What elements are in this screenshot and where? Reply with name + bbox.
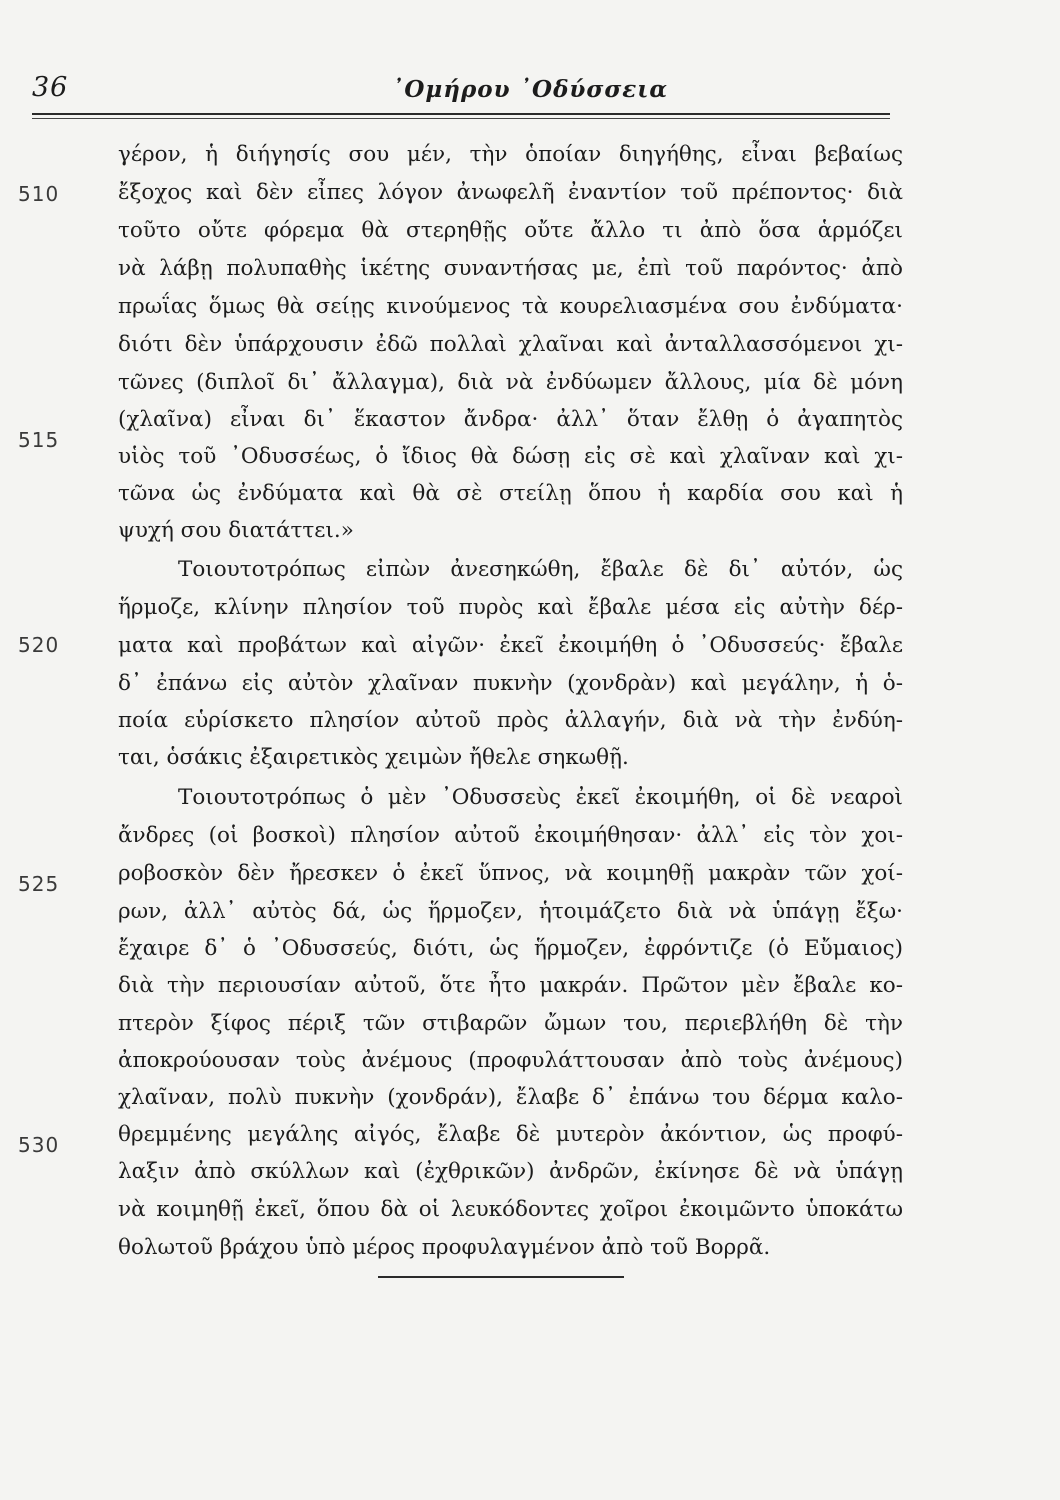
header-rule-thin — [32, 118, 890, 119]
text-line: Τοιουτοτρόπως ὁ μὲν ᾿Οδυσσεὺς ἐκεῖ ἐκοιμήθη, οἱ δὲ νεαροὶ — [178, 785, 903, 810]
text-line: διότι δὲν ὑπάρχουσιν ἐδῶ πολλαὶ χλαῖναι καὶ ἀνταλλασσόμενοι χι- — [118, 332, 903, 357]
text-line: ψυχή σου διατάττει.» — [118, 518, 354, 543]
text-line: διὰ τὴν περιουσίαν αὐτοῦ, ὅτε ἦτο μακράν. Πρῶτον μὲν ἔβαλε κο- — [118, 973, 903, 998]
text-line: (χλαῖνα) εἶναι δι᾿ ἕκαστον ἄνδρα· ἀλλ᾿ ὅταν ἔλθῃ ὁ ἀγαπητὸς — [118, 407, 903, 432]
text-line: πτερὸν ξίφος πέριξ τῶν στιβαρῶν ὤμων του, περιεβλήθη δὲ τὴν — [118, 1011, 903, 1036]
text-line: Τοιουτοτρόπως εἰπὼν ἀνεσηκώθη, ἔβαλε δὲ δι᾿ αὐτόν, ὡς — [178, 557, 903, 582]
text-line: υἱὸς τοῦ ᾿Οδυσσέως, ὁ ἴδιος θὰ δώσῃ εἰς σὲ καὶ χλαῖναν καὶ χι- — [118, 444, 903, 469]
page-number: 36 — [32, 72, 69, 103]
line-number-520: 520 — [18, 633, 60, 657]
text-line: ἀποκρούουσαν τοὺς ἀνέμους (προφυλάττουσαν ἀπὸ τοὺς ἀνέμους) — [118, 1048, 903, 1073]
text-line: ἔχαιρε δ᾿ ὁ ᾿Οδυσσεύς, διότι, ὡς ἥρμοζεν, ἐφρόντιζε (ὁ Εὔμαιος) — [118, 936, 903, 961]
text-line: ἄνδρες (οἱ βοσκοὶ) πλησίον αὐτοῦ ἐκοιμήθησαν· ἀλλ᾿ εἰς τὸν χοι- — [118, 823, 903, 848]
text-line: λαξιν ἀπὸ σκύλλων καὶ (ἐχθρικῶν) ἀνδρῶν, ἐκίνησε δὲ νὰ ὑπάγῃ — [118, 1159, 903, 1184]
line-number-530: 530 — [18, 1133, 60, 1157]
line-number-525: 525 — [18, 872, 60, 896]
text-line: τῶνες (διπλοῖ δι᾿ ἄλλαγμα), διὰ νὰ ἐνδύωμεν ἄλλους, μία δὲ μόνη — [118, 370, 903, 395]
text-line: ματα καὶ προβάτων καὶ αἰγῶν· ἐκεῖ ἐκοιμήθη ὁ ᾿Οδυσσεύς· ἔβαλε — [118, 633, 903, 658]
text-line: ποία εὑρίσκετο πλησίον αὐτοῦ πρὸς ἀλλαγήν, διὰ νὰ τὴν ἐνδύη- — [118, 708, 903, 733]
text-line: ἥρμοζε, κλίνην πλησίον τοῦ πυρὸς καὶ ἔβαλε μέσα εἰς αὐτὴν δέρ- — [118, 595, 903, 620]
header-rule — [32, 113, 890, 115]
text-line: ροβοσκὸν δὲν ἤρεσκεν ὁ ἐκεῖ ὕπνος, νὰ κοιμηθῇ μακρὰν τῶν χοί- — [118, 861, 903, 886]
text-line: τῶνα ὡς ἐνδύματα καὶ θὰ σὲ στείλῃ ὅπου ἡ καρδία σου καὶ ἡ — [118, 481, 903, 506]
text-line: νὰ λάβῃ πολυπαθὴς ἱκέτης συναντήσας με, ἐπὶ τοῦ παρόντος· ἀπὸ — [118, 256, 903, 281]
text-line: πρωΐας ὅμως θὰ σείῃς κινούμενος τὰ κουρελιασμένα σου ἐνδύματα· — [118, 294, 903, 319]
text-line: γέρον, ἡ διήγησίς σου μέν, τὴν ὁποίαν διηγήθης, εἶναι βεβαίως — [118, 142, 903, 167]
text-line: χλαῖναν, πολὺ πυκνὴν (χονδράν), ἔλαβε δ᾿ ἐπάνω του δέρμα καλο- — [118, 1085, 903, 1110]
line-number-515: 515 — [18, 428, 60, 452]
line-number-510: 510 — [18, 182, 60, 206]
end-rule — [378, 1276, 624, 1278]
text-line: θρεμμένης μεγάλης αἰγός, ἔλαβε δὲ μυτερὸν ἀκόντιον, ὡς προφύ- — [118, 1122, 903, 1147]
text-line: τοῦτο οὔτε φόρεμα θὰ στερηθῇς οὔτε ἄλλο τι ἀπὸ ὅσα ἁρμόζει — [118, 218, 903, 243]
running-title: ᾿Ομήρου ᾿Οδύσσεια — [391, 76, 669, 103]
text-line: δ᾿ ἐπάνω εἰς αὐτὸν χλαῖναν πυκνὴν (χονδρὰν) καὶ μεγάλην, ἡ ὁ- — [118, 671, 903, 696]
text-line: ται, ὁσάκις ἐξαιρετικὸς χειμὼν ἤθελε σηκωθῇ. — [118, 745, 629, 770]
text-line: θολωτοῦ βράχου ὑπὸ μέρος προφυλαγμένον ἀπὸ τοῦ Βορρᾶ. — [118, 1235, 771, 1260]
text-line: ἔξοχος καὶ δὲν εἶπες λόγον ἀνωφελῆ ἐναντίον τοῦ πρέποντος· διὰ — [118, 180, 903, 205]
text-line: νὰ κοιμηθῇ ἐκεῖ, ὅπου δὰ οἱ λευκόδοντες χοῖροι ἐκοιμῶντο ὑποκάτω — [118, 1197, 903, 1222]
text-line: ρων, ἀλλ᾿ αὐτὸς δά, ὡς ἥρμοζεν, ἡτοιμάζετο διὰ νὰ ὑπάγῃ ἔξω· — [118, 899, 903, 924]
